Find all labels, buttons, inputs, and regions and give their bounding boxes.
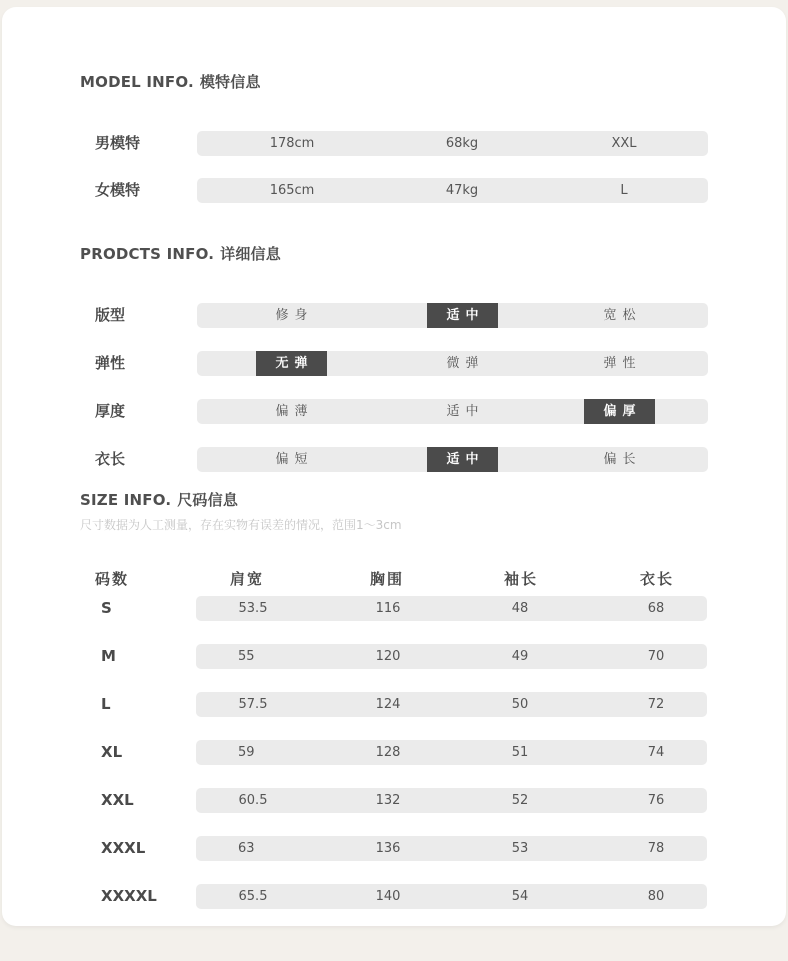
- shoulder-value: 63: [238, 841, 255, 856]
- size-row: [196, 884, 707, 909]
- attribute-label-elasticity: 弹性: [95, 354, 126, 372]
- size-row: [196, 596, 707, 621]
- option-loose: 宽松: [603, 308, 642, 323]
- model-size: L: [620, 183, 628, 198]
- sleeve-value: 51: [511, 745, 529, 760]
- model-row-label: 女模特: [95, 181, 141, 199]
- attribute-bar-length: [197, 447, 708, 472]
- size-label: XXL: [101, 791, 134, 809]
- length-value: 68: [647, 601, 665, 616]
- model-weight: 47kg: [445, 183, 479, 198]
- model-size: XXL: [611, 136, 637, 151]
- length-value: 76: [647, 793, 665, 808]
- sleeve-value: 48: [511, 601, 529, 616]
- length-value: 78: [647, 841, 665, 856]
- shoulder-value: 65.5: [238, 889, 268, 904]
- size-label: XXXXL: [101, 887, 157, 905]
- column-header-chest: 胸围: [369, 570, 404, 588]
- size-row: [196, 692, 707, 717]
- chest-value: 136: [375, 841, 401, 856]
- shoulder-value: 57.5: [238, 697, 268, 712]
- size-label: S: [101, 599, 112, 617]
- model-row-bar: [197, 178, 708, 203]
- size-info-title-en: SIZE INFO.: [80, 491, 172, 509]
- size-label: XL: [101, 743, 123, 761]
- size-row: [196, 740, 707, 765]
- chest-value: 128: [375, 745, 401, 760]
- option-long: 偏长: [603, 452, 642, 467]
- attribute-bar-fit: [197, 303, 708, 328]
- length-value: 72: [647, 697, 665, 712]
- sleeve-value: 49: [511, 649, 529, 664]
- size-info-heading: [80, 489, 238, 510]
- option-regular-length-selected: 适中: [427, 447, 498, 472]
- size-row: [196, 836, 707, 861]
- option-short: 偏短: [275, 452, 314, 467]
- column-header-sleeve: 袖长: [503, 570, 538, 588]
- sleeve-value: 52: [511, 793, 529, 808]
- measurement-note: 尺寸数据为人工测量，存在实物有误差的情况，范围1～3cm: [80, 518, 402, 532]
- model-row-label: 男模特: [95, 134, 141, 152]
- option-stretch: 弹性: [603, 356, 642, 371]
- shoulder-value: 55: [238, 649, 255, 664]
- model-row-bar: [197, 131, 708, 156]
- size-row: [196, 788, 707, 813]
- model-info-title-en: MODEL INFO.: [80, 73, 194, 91]
- size-label: XXXL: [101, 839, 146, 857]
- chest-value: 120: [375, 649, 401, 664]
- option-no-stretch-selected: 无弹: [256, 351, 327, 376]
- column-header-length: 衣长: [639, 570, 674, 588]
- chest-value: 132: [375, 793, 401, 808]
- sleeve-value: 54: [511, 889, 529, 904]
- option-thick-selected: 偏厚: [584, 399, 655, 424]
- model-info-title-cn: 模特信息: [199, 73, 261, 91]
- attribute-bar-thickness: [197, 399, 708, 424]
- product-info-heading: [80, 243, 281, 264]
- size-row: [196, 644, 707, 669]
- size-label: M: [101, 647, 116, 665]
- model-weight: 68kg: [445, 136, 479, 151]
- length-value: 74: [647, 745, 665, 760]
- column-header-size: 码数: [95, 570, 130, 588]
- chest-value: 124: [375, 697, 401, 712]
- shoulder-value: 59: [238, 745, 255, 760]
- length-value: 70: [647, 649, 665, 664]
- attribute-label-length: 衣长: [95, 450, 126, 468]
- shoulder-value: 53.5: [238, 601, 268, 616]
- size-label: L: [101, 695, 111, 713]
- chest-value: 116: [375, 601, 401, 616]
- column-header-shoulder: 肩宽: [229, 570, 264, 588]
- attribute-label-thickness: 厚度: [95, 402, 126, 420]
- attribute-bar-elasticity: [197, 351, 708, 376]
- shoulder-value: 60.5: [238, 793, 268, 808]
- option-regular-selected: 适中: [427, 303, 498, 328]
- model-height: 165cm: [269, 183, 315, 198]
- model-height: 178cm: [269, 136, 315, 151]
- product-info-title-en: PRODCTS INFO.: [80, 245, 215, 263]
- option-slight-stretch: 微弹: [446, 356, 485, 371]
- sleeve-value: 53: [511, 841, 529, 856]
- option-medium: 适中: [446, 404, 485, 419]
- sleeve-value: 50: [511, 697, 529, 712]
- length-value: 80: [647, 889, 665, 904]
- size-info-title-cn: 尺码信息: [177, 491, 239, 509]
- model-info-heading: [80, 71, 261, 92]
- chest-value: 140: [375, 889, 401, 904]
- option-slim: 修身: [275, 308, 314, 323]
- product-info-title-cn: 详细信息: [220, 245, 281, 263]
- option-thin: 偏薄: [275, 404, 314, 419]
- attribute-label-fit: 版型: [95, 306, 126, 324]
